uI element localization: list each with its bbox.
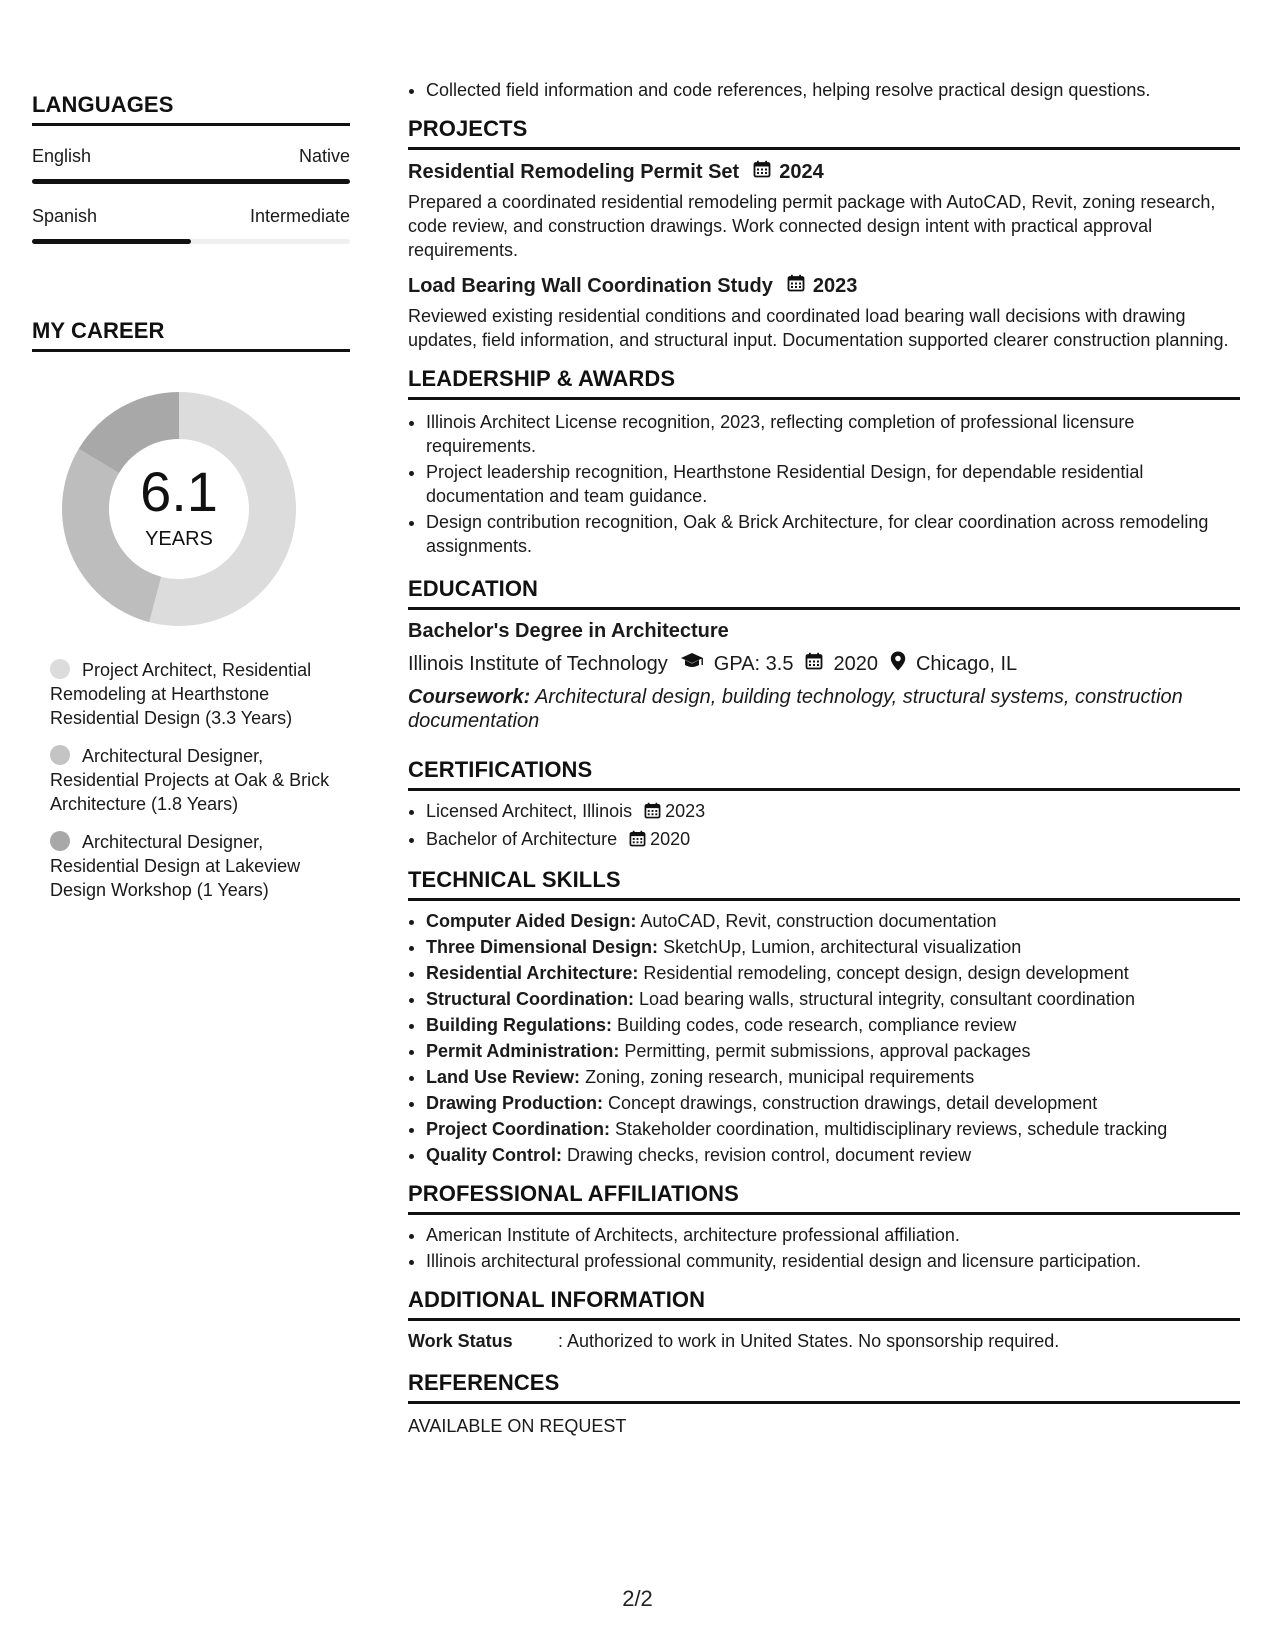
list-item xyxy=(426,961,1240,985)
calendar-icon xyxy=(787,274,805,298)
list-item xyxy=(426,827,1240,853)
education-section xyxy=(408,576,1240,733)
list-item xyxy=(426,909,1240,933)
left-column xyxy=(32,92,350,916)
work-status-row xyxy=(408,1331,1240,1352)
skill-label: Quality Control: xyxy=(426,1145,562,1165)
skill-value: Drawing checks, revision control, document review xyxy=(567,1145,972,1165)
skills-heading: TECHNICAL SKILLS xyxy=(408,867,1240,901)
gpa: GPA: 3.5 xyxy=(713,652,794,675)
skills-section xyxy=(408,867,1240,1167)
legend-dot xyxy=(50,745,70,765)
affiliations-list xyxy=(408,1223,1240,1273)
certification-name: Licensed Architect, Illinois xyxy=(426,801,633,821)
skill-label: Land Use Review: xyxy=(426,1067,581,1087)
calendar-icon xyxy=(644,801,661,825)
right-column xyxy=(408,78,1240,1437)
skill-label: Computer Aided Design: xyxy=(426,911,637,931)
skill-value: AutoCAD, Revit, construction documentation xyxy=(640,911,997,931)
certification-year: 2023 xyxy=(665,801,706,821)
skill-label: Building Regulations: xyxy=(426,1015,612,1035)
language-level: Native xyxy=(298,146,350,166)
skill-value: Load bearing walls, structural integrity, consultant coordination xyxy=(639,989,1135,1009)
skill-value: Building codes, code research, compliance review xyxy=(617,1015,1017,1035)
school-name: Illinois Institute of Technology xyxy=(408,652,668,675)
school-location: Chicago, IL xyxy=(915,652,1018,675)
project-name: Load Bearing Wall Coordination Study xyxy=(408,274,773,297)
leadership-heading: LEADERSHIP & AWARDS xyxy=(408,366,1240,400)
graduation-year: 2020 xyxy=(833,652,878,675)
certification-year: 2020 xyxy=(650,829,691,849)
references-text: AVAILABLE ON REQUEST xyxy=(408,1416,627,1436)
skill-label: Permit Administration: xyxy=(426,1041,620,1061)
list-item xyxy=(426,987,1240,1011)
location-pin-icon xyxy=(890,651,906,677)
references-section xyxy=(408,1370,1240,1437)
project-year: 2023 xyxy=(812,274,858,297)
career-total-unit: YEARS xyxy=(145,528,213,550)
skill-label: Three Dimensional Design: xyxy=(426,937,659,957)
career-donut-chart xyxy=(56,386,302,632)
legend-text: Project Architect, Residential Remodeling at Hearthstone Residential Design (3.3 Years) xyxy=(50,660,312,728)
work-status-value: : Authorized to work in United States. No sponsorship required. xyxy=(558,1331,1060,1351)
certifications-section xyxy=(408,757,1240,853)
legend-dot xyxy=(50,831,70,851)
degree-title: Bachelor's Degree in Architecture xyxy=(408,620,729,642)
list-item: • Collected field information and code references, helping resolve practical design questions. xyxy=(426,78,1240,102)
list-item xyxy=(426,1117,1240,1141)
work-status-label: Work Status xyxy=(408,1331,513,1351)
leadership-list xyxy=(408,410,1240,558)
list-item: • Illinois architectural professional community, residential design and licensure participation. xyxy=(426,1249,1240,1273)
list-item xyxy=(426,799,1240,825)
calendar-icon xyxy=(629,829,646,853)
leadership-section xyxy=(408,366,1240,558)
skills-list xyxy=(408,909,1240,1167)
list-item xyxy=(426,1143,1240,1167)
project-description: Prepared a coordinated residential remodeling permit package with AutoCAD, Revit, zoning research, code review, and construction drawings. Work connected design intent with practical approval requirements. xyxy=(408,192,1216,260)
language-bar-fill xyxy=(32,179,350,184)
project-title xyxy=(408,160,1240,184)
certification-name: Bachelor of Architecture xyxy=(426,829,618,849)
language-spanish xyxy=(32,206,350,244)
skill-value: Stakeholder coordination, multidisciplinary reviews, schedule tracking xyxy=(615,1119,1168,1139)
skill-label: Residential Architecture: xyxy=(426,963,639,983)
language-name: English xyxy=(32,146,92,166)
list-item xyxy=(426,935,1240,959)
experience-tail-list xyxy=(408,78,1240,102)
calendar-icon xyxy=(753,160,771,184)
projects-heading: PROJECTS xyxy=(408,116,1240,150)
language-name: Spanish xyxy=(32,206,98,226)
legend-item xyxy=(50,658,340,730)
language-bar-fill xyxy=(32,239,191,244)
list-item: • Project leadership recognition, Hearthstone Residential Design, for dependable residential documentation and team guidance. xyxy=(426,460,1240,508)
affiliations-section xyxy=(408,1181,1240,1273)
calendar-icon xyxy=(805,652,823,676)
projects-section xyxy=(408,116,1240,352)
skill-value: Residential remodeling, concept design, design development xyxy=(643,963,1129,983)
legend-dot xyxy=(50,659,70,679)
project-description: Reviewed existing residential conditions and coordinated load bearing wall decisions with drawing updates, field information, and structural input. Documentation supported clearer construction planning. xyxy=(408,306,1229,350)
coursework-text: Architectural design, building technology, structural systems, construction documentation xyxy=(408,686,1183,732)
project-year: 2024 xyxy=(779,160,824,183)
list-item xyxy=(426,1039,1240,1063)
project-title xyxy=(408,274,1240,298)
skill-value: Zoning, zoning research, municipal requirements xyxy=(585,1067,975,1087)
legend-item xyxy=(50,830,340,902)
language-english xyxy=(32,146,350,184)
skill-value: SketchUp, Lumion, architectural visualization xyxy=(663,937,1022,957)
language-level: Intermediate xyxy=(249,206,350,226)
graduation-cap-icon xyxy=(680,652,704,676)
skill-label: Project Coordination: xyxy=(426,1119,610,1139)
page-number: 2/2 xyxy=(622,1586,653,1611)
legend-text: Architectural Designer, Residential Projects at Oak & Brick Architecture (1.8 Years) xyxy=(50,746,330,814)
project-name: Residential Remodeling Permit Set xyxy=(408,160,740,183)
languages-heading: LANGUAGES xyxy=(32,92,350,126)
list-item xyxy=(426,1065,1240,1089)
coursework-label: Coursework: xyxy=(408,686,531,708)
affiliations-heading: PROFESSIONAL AFFILIATIONS xyxy=(408,1181,1240,1215)
language-bar xyxy=(32,179,350,184)
list-item: • Illinois Architect License recognition, 2023, reflecting completion of professional licensure requirements. xyxy=(426,410,1240,458)
career-legend xyxy=(50,658,340,902)
career-total-value: 6.1 xyxy=(140,460,218,523)
list-item: • Design contribution recognition, Oak & Brick Architecture, for clear coordination across remodeling assignments. xyxy=(426,510,1240,558)
certifications-heading: CERTIFICATIONS xyxy=(408,757,1240,791)
additional-section xyxy=(408,1287,1240,1352)
education-details xyxy=(408,651,1240,677)
language-bar xyxy=(32,239,350,244)
skill-value: Permitting, permit submissions, approval packages xyxy=(624,1041,1031,1061)
legend-item xyxy=(50,744,340,816)
education-heading: EDUCATION xyxy=(408,576,1240,610)
list-item: • American Institute of Architects, architecture professional affiliation. xyxy=(426,1223,1240,1247)
career-heading: MY CAREER xyxy=(32,318,350,352)
skill-label: Structural Coordination: xyxy=(426,989,634,1009)
skill-label: Drawing Production: xyxy=(426,1093,603,1113)
references-heading: REFERENCES xyxy=(408,1370,1240,1404)
coursework xyxy=(408,685,1240,733)
legend-text: Architectural Designer, Residential Design at Lakeview Design Workshop (1 Years) xyxy=(50,832,301,900)
list-item xyxy=(426,1091,1240,1115)
additional-heading: ADDITIONAL INFORMATION xyxy=(408,1287,1240,1321)
list-item xyxy=(426,1013,1240,1037)
certifications-list xyxy=(408,799,1240,853)
skill-value: Concept drawings, construction drawings, detail development xyxy=(608,1093,1098,1113)
